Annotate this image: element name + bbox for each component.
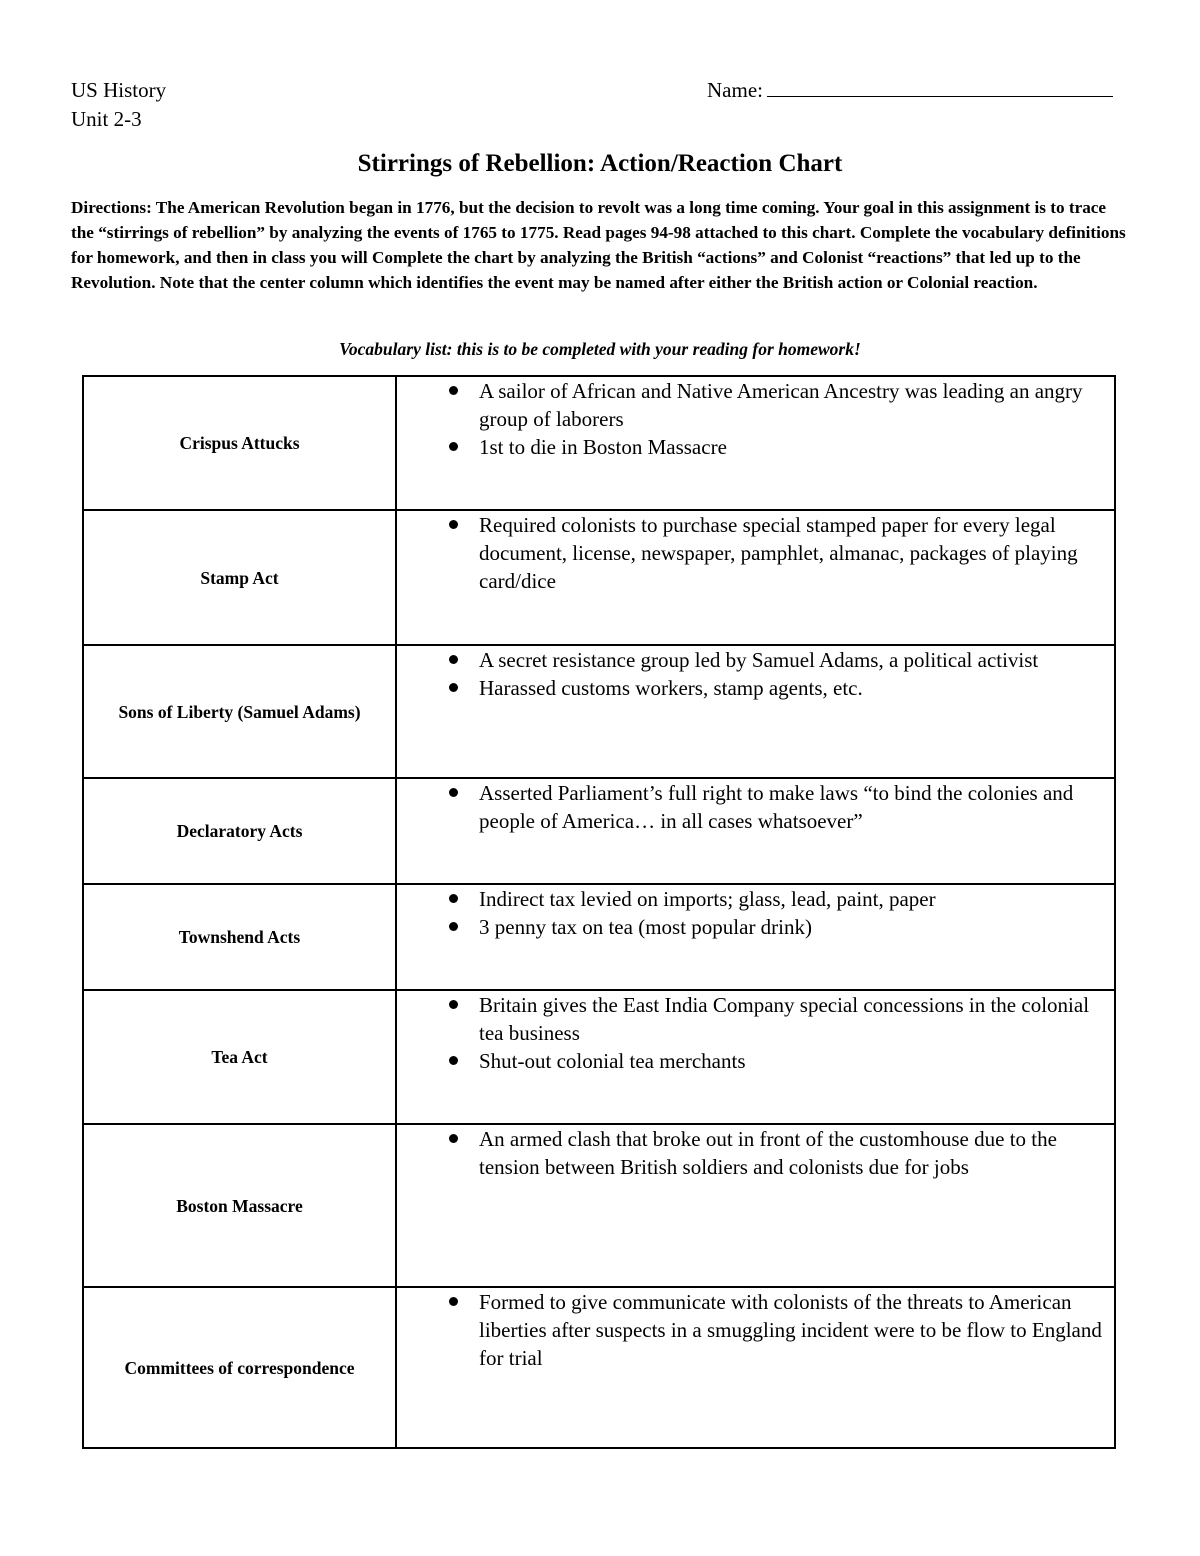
vocab-definition [396,778,1115,884]
table-row [83,645,1115,778]
vocab-term: Stamp Act [83,510,396,645]
definition-bullet: 1st to die in Boston Massacre [397,433,1114,461]
table-row [83,778,1115,884]
name-label: Name: [707,78,763,102]
bullet-icon [449,1134,458,1143]
bullet-icon [449,922,458,931]
vocab-term: Tea Act [83,990,396,1124]
definition-bullet: Asserted Parliament’s full right to make laws “to bind the colonies and people of America… in all cases whatsoever” [397,779,1114,835]
vocab-definition [396,884,1115,990]
vocab-term: Crispus Attucks [83,376,396,510]
definition-bullet: Shut-out colonial tea merchants [397,1047,1114,1075]
definition-bullet: Indirect tax levied on imports; glass, lead, paint, paper [397,885,1114,913]
definition-bullet: A secret resistance group led by Samuel Adams, a political activist [397,646,1114,674]
definition-bullet: A sailor of African and Native American Ancestry was leading an angry group of laborers [397,377,1114,433]
vocab-list-note: Vocabulary list: this is to be completed with your reading for homework! [339,339,861,359]
vocab-definition [396,1287,1115,1448]
bullet-icon [449,788,458,797]
course-name: US History [71,78,167,102]
name-blank-line[interactable] [767,76,1113,97]
vocab-table [82,375,1116,1449]
vocab-term: Sons of Liberty (Samuel Adams) [83,645,396,778]
table-row [83,990,1115,1124]
bullet-icon [449,386,458,395]
bullet-icon [449,1297,458,1306]
vocab-definition [396,1124,1115,1287]
table-row [83,1287,1115,1448]
bullet-icon [449,442,458,451]
course-info [71,76,166,134]
bullet-icon [449,655,458,664]
table-row [83,884,1115,990]
bullet-icon [449,1000,458,1009]
vocab-definition [396,510,1115,645]
table-row [83,510,1115,645]
unit-label: Unit 2-3 [71,107,142,131]
definition-bullet: Required colonists to purchase special stamped paper for every legal document, license, newspaper, pamphlet, almanac, packages of playing card/dice [397,511,1114,595]
name-field[interactable] [707,76,1113,105]
vocab-term: Townshend Acts [83,884,396,990]
definition-bullet: Harassed customs workers, stamp agents, etc. [397,674,1114,702]
bullet-icon [449,683,458,692]
vocab-term: Boston Massacre [83,1124,396,1287]
definition-bullet: Formed to give communicate with colonists of the threats to American liberties after suspects in a smuggling incident were to be flow to England for trial [397,1288,1114,1372]
definition-bullet: An armed clash that broke out in front of the customhouse due to the tension between British soldiers and colonists due for jobs [397,1125,1114,1181]
vocab-term: Committees of correspondence [83,1287,396,1448]
definition-bullet: Britain gives the East India Company special concessions in the colonial tea business [397,991,1114,1047]
bullet-icon [449,894,458,903]
vocab-definition [396,645,1115,778]
definition-bullet: 3 penny tax on tea (most popular drink) [397,913,1114,941]
vocab-definition [396,990,1115,1124]
directions-text: Directions: The American Revolution began in 1776, but the decision to revolt was a long time coming. Your goal in this assignment is to trace the “stirrings of rebellion” by analyzing the events of 1765 to 1775. Read pages 94-98 attached to this chart. Complete the vocabulary definitions for homework, and then in class you will Complete the chart by analyzing the British “actions” and Colonist “reactions” that led up to the Revolution. Note that the center column which identifies the event may be named after either the British action or Colonial reaction. [71,198,1126,292]
bullet-icon [449,1056,458,1065]
table-row [83,376,1115,510]
bullet-icon [449,520,458,529]
vocab-definition [396,376,1115,510]
vocab-term: Declaratory Acts [83,778,396,884]
table-row [83,1124,1115,1287]
page-title: Stirrings of Rebellion: Action/Reaction Chart [357,150,843,177]
